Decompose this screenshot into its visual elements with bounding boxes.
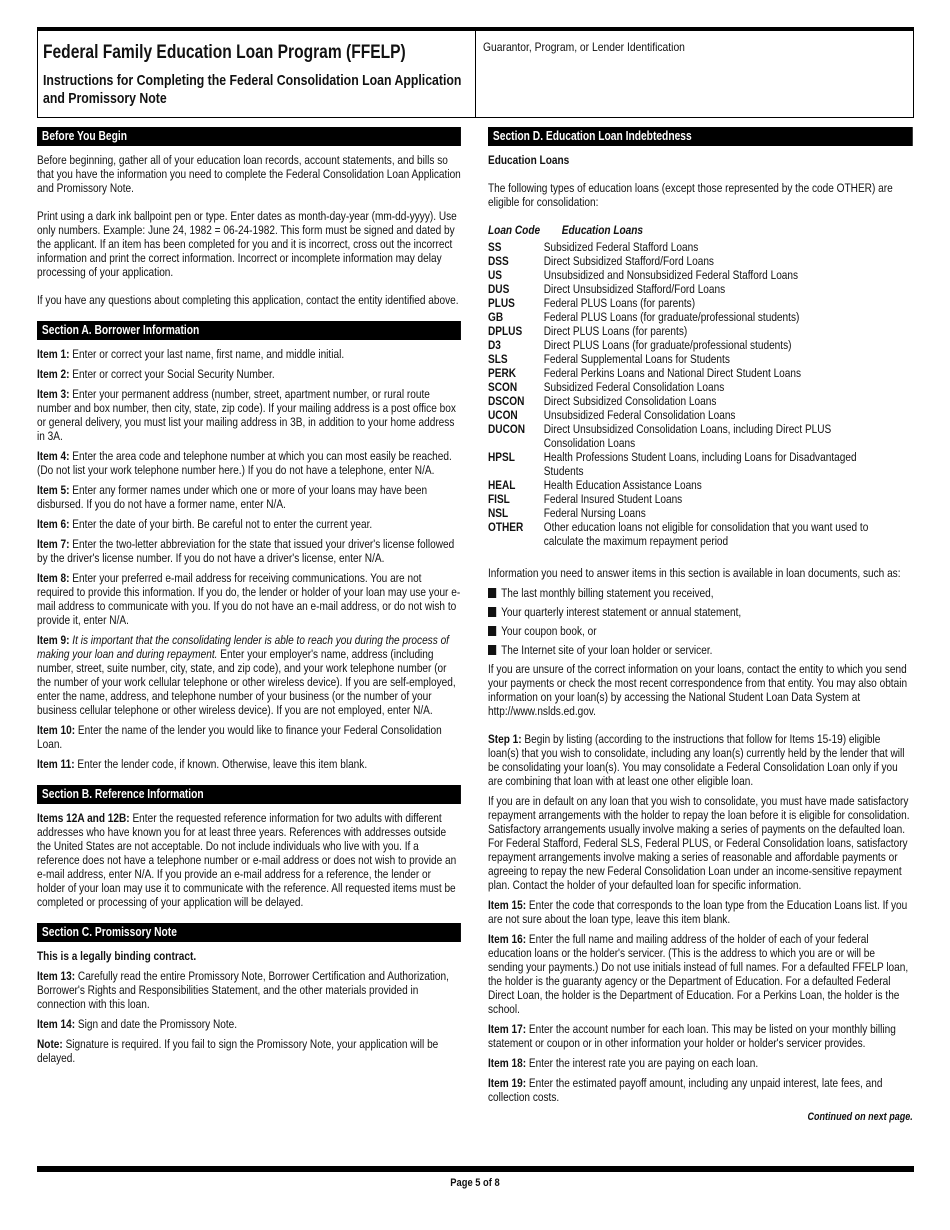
loan-code: SCON [488, 380, 518, 394]
loan-table-header [488, 223, 913, 237]
list-item [488, 586, 913, 600]
paragraph-text: Begin by listing (according to the instructions that follow for Items 15-19) eligible loan(s) that you wish to consolidate, including any loan(s) currently held by the lender that will be consolidating your loan(s). You may consolidate a Federal Consolidation Loan only if you are combining that loan with at least one other eligible loan. [488, 732, 905, 788]
paragraph [488, 794, 913, 892]
paragraph [37, 387, 461, 443]
loan-code: DUCON [488, 422, 525, 436]
paragraph [37, 449, 461, 477]
square-bullet-icon [488, 626, 496, 636]
info-intro: Information you need to answer items in this section is available in loan documents, such as: [488, 566, 901, 580]
loan-code: DSS [488, 254, 509, 268]
paragraph [37, 723, 461, 751]
item-label: Item 18: [488, 1056, 529, 1070]
item-label: Item 8: [37, 571, 73, 585]
loan-description: Health Professions Student Loans, including Loans for Disadvantaged Students [543, 450, 857, 478]
paragraph [37, 537, 461, 565]
paragraph-text: Enter the account number for each loan. This may be listed on your monthly billing statement or coupon or in other information your holder or holder's servicer provides. [488, 1022, 896, 1050]
loan-code: OTHER [488, 520, 524, 534]
item-label: Item 3: [37, 387, 73, 401]
loan-row [488, 240, 913, 254]
paragraph [37, 153, 461, 195]
paragraph [37, 757, 461, 771]
header-box [37, 30, 914, 118]
paragraph-text: It is important that the consolidating lender is able to reach you during the process of making your loan and during repayment. [37, 633, 449, 661]
guarantor-identification-label: Guarantor, Program, or Lender Identification [483, 40, 685, 54]
paragraph-text: Signature is required. If you fail to sign the Promissory Note, your application will be delayed. [37, 1037, 439, 1065]
item-label: Item 1: [37, 347, 73, 361]
loan-description: Federal Insured Student Loans [543, 492, 683, 506]
loan-code: HEAL [488, 478, 516, 492]
paragraph [37, 571, 461, 627]
item-label: Item 7: [37, 537, 73, 551]
document-subtitle: Instructions for Completing the Federal Consolidation Loan Application and Promissory Note [43, 72, 462, 107]
loan-code: SS [488, 240, 502, 254]
loan-description: Unsubsidized Federal Consolidation Loans [543, 408, 736, 422]
paragraph-text: Carefully read the entire Promissory Note, Borrower Certification and Authorization, Borrower's Rights and Responsibilities Statement, and the other materials provided in connection with this loan. [37, 969, 449, 1011]
paragraph [37, 633, 461, 717]
paragraph [37, 517, 461, 531]
paragraph [488, 932, 913, 1016]
section-heading: Section D. Education Loan Indebtedness [488, 127, 913, 146]
item-label: Item 4: [37, 449, 73, 463]
loan-description: Federal Nursing Loans [543, 506, 646, 520]
paragraph [488, 732, 913, 788]
loan-code: GB [488, 310, 504, 324]
document-list [488, 586, 913, 657]
paragraph-text: If you are in default on any loan that you wish to consolidate, you must have made satisfactory repayment arrangements with the holder to repay the loan before it is eligible for consolidation. Satisfactory arrangements usually involve making a series of payments on the defaulted loan. For Federal Stafford, Federal SLS, Federal PLUS, or Federal Consolidation loans, satisfactory repayment arrangements involve making a series of reasonable and affordable payments or agreeing to repay the new Federal Consolidation Loan under an income-sensitive repayment plan. Contact the holder of your defaulted loan for specific information. [488, 794, 910, 892]
paragraph-text: Enter the date of your birth. Be careful not to enter the current year. [72, 517, 373, 531]
paragraph-text: Enter the name of the lender you would like to finance your Federal Consolidation Loan. [37, 723, 442, 751]
loan-row [488, 338, 913, 352]
loan-row [488, 380, 913, 394]
loan-row [488, 478, 913, 492]
loan-description: Federal Supplemental Loans for Students [543, 352, 730, 366]
paragraph-text: Enter the two-letter abbreviation for the state that issued your driver's license followed by the driver's license number. If you do not have a driver's license, enter N/A. [37, 537, 455, 565]
continued-note: Continued on next page. [807, 1111, 913, 1123]
list-item-text: Your coupon book, or [501, 624, 597, 638]
paragraph-text: Enter the area code and telephone number at which you can most easily be reached. (Do not list your work telephone number here.) If you do not have a telephone, enter N/A. [37, 449, 452, 477]
item-label: Note: [37, 1037, 66, 1051]
item-label: Item 15: [488, 898, 529, 912]
paragraph-text: Enter the lender code, if known. Otherwise, leave this item blank. [77, 757, 368, 771]
loan-row [488, 422, 913, 450]
loan-row [488, 366, 913, 380]
loan-code: FISL [488, 492, 510, 506]
square-bullet-icon [488, 645, 496, 655]
item-label: Item 11: [37, 757, 78, 771]
loan-description: Direct Subsidized Consolidation Loans [543, 394, 717, 408]
loan-code: DPLUS [488, 324, 523, 338]
list-item [488, 605, 913, 619]
loan-code-header: Loan Code [488, 223, 541, 237]
loan-code: HPSL [488, 450, 515, 464]
paragraph [488, 1056, 913, 1070]
list-item [488, 624, 913, 638]
paragraph [488, 898, 913, 926]
item-label: Item 9: [37, 633, 73, 647]
loan-row [488, 310, 913, 324]
paragraph [488, 662, 913, 718]
left-column [37, 127, 461, 1071]
item-label: Item 6: [37, 517, 73, 531]
loan-description: Direct Unsubsidized Consolidation Loans, including Direct PLUS Consolidation Loans [543, 422, 832, 450]
item-label: Items 12A and 12B: [37, 811, 133, 825]
loan-description: Federal Perkins Loans and National Direct Student Loans [543, 366, 802, 380]
paragraph [37, 969, 461, 1011]
item-label: Step 1: [488, 732, 525, 746]
loan-code: D3 [488, 338, 501, 352]
loan-description: Unsubsidized and Nonsubsidized Federal Stafford Loans [543, 268, 799, 282]
loan-code: PLUS [488, 296, 515, 310]
loan-row [488, 408, 913, 422]
education-loans-label: Education Loans [488, 153, 570, 167]
loan-code: NSL [488, 506, 509, 520]
loan-description: Other education loans not eligible for consolidation that you want used to calculate the maximum repayment period [543, 520, 869, 548]
square-bullet-icon [488, 588, 496, 598]
paragraph [37, 949, 461, 963]
paragraph-text: Enter or correct your last name, first name, and middle initial. [72, 347, 345, 361]
loan-description: Direct Subsidized Stafford/Ford Loans [543, 254, 714, 268]
paragraph [488, 1076, 913, 1104]
loan-description: Federal PLUS Loans (for graduate/professional students) [543, 310, 800, 324]
loan-code: PERK [488, 366, 517, 380]
paragraph-text: Sign and date the Promissory Note. [77, 1017, 238, 1031]
section-heading: Section A. Borrower Information [37, 321, 461, 340]
loan-description: Health Education Assistance Loans [543, 478, 702, 492]
loan-description: Subsidized Federal Consolidation Loans [543, 380, 725, 394]
footer-rule [37, 1166, 914, 1172]
paragraph [37, 483, 461, 511]
loan-code-table [488, 240, 913, 548]
paragraph [37, 293, 461, 307]
loan-row [488, 324, 913, 338]
item-label: This is a legally binding contract. [37, 949, 197, 963]
loan-row [488, 506, 913, 520]
item-label: Item 10: [37, 723, 78, 737]
paragraph-text: Enter your employer's name, address (including number, street, suite number, city, state, and zip code), and your work telephone number (or the number of your work cellular telephone or other wireless device). If you are self-employed, enter the name, address, and telephone number of your business (or the number of your business cellular telephone or other wireless device). If you are not employed, enter N/A. [37, 647, 456, 717]
header-title-cell [38, 30, 476, 117]
list-item-text: The last monthly billing statement you received, [501, 586, 714, 600]
loan-row [488, 492, 913, 506]
paragraph-text: Enter the estimated payoff amount, including any unpaid interest, late fees, and collection costs. [488, 1076, 883, 1104]
loan-row [488, 282, 913, 296]
item-label: Item 5: [37, 483, 73, 497]
paragraph-text: If you are unsure of the correct information on your loans, contact the entity to which you send your payments or check the most recent correspondence from that entity. You may also obtain information on your loan(s) by accessing the National Student Loan Data System at http://www.nslds.ed.gov. [488, 662, 908, 718]
item-label: Item 2: [37, 367, 73, 381]
loan-description: Direct PLUS Loans (for parents) [543, 324, 688, 338]
loan-row [488, 520, 913, 548]
document-title: Federal Family Education Loan Program (FFELP) [43, 42, 406, 63]
paragraph-text: Enter the full name and mailing address of the holder of each of your federal education loans or the holder's servicer. (This is the address to which you are or will be sending your payments.) Do not use initials instead of full names. For a defaulted FFELP loan, the holder is the guaranty agency or the Department of Education. For a defaulted Federal Direct Loan, the holder is the Department of Education. For a Perkins Loan, the holder is the school. [488, 932, 909, 1016]
paragraph [488, 1022, 913, 1050]
page-number: Page 5 of 8 [450, 1177, 500, 1189]
paragraph [37, 1017, 461, 1031]
item-label: Item 14: [37, 1017, 78, 1031]
paragraph [37, 209, 461, 279]
paragraph-text: Before beginning, gather all of your education loan records, account statements, and bills so that you have the information you need to complete the Federal Consolidation Loan Application and Promissory Note. [37, 153, 461, 195]
loan-description: Direct PLUS Loans (for graduate/professional students) [543, 338, 792, 352]
loan-code: US [488, 268, 503, 282]
paragraph [37, 347, 461, 361]
list-item [488, 643, 913, 657]
right-column [488, 127, 913, 1124]
loan-code: DUS [488, 282, 510, 296]
list-item-text: Your quarterly interest statement or annual statement, [501, 605, 742, 619]
paragraph [37, 367, 461, 381]
section-heading: Section B. Reference Information [37, 785, 461, 804]
paragraph-text: Print using a dark ink ballpoint pen or type. Enter dates as month-day-year (mm-dd-yyyy). Use only numbers. Example: June 24, 1982 = 06-24-1982. This form must be signed and dated by the applicant. If an item has been completed for you and it is incorrect, cross out the incorrect information and print the correct information. Incorrect or incomplete information may delay processing of your application. [37, 209, 457, 279]
item-label: Item 17: [488, 1022, 529, 1036]
loan-row [488, 268, 913, 282]
paragraph [37, 1037, 461, 1065]
item-label: Item 13: [37, 969, 78, 983]
square-bullet-icon [488, 607, 496, 617]
section-heading: Before You Begin [37, 127, 461, 146]
loan-row [488, 450, 913, 478]
eligibility-intro: The following types of education loans (except those represented by the code OTHER) are eligible for consolidation: [488, 181, 893, 209]
list-item-text: The Internet site of your loan holder or servicer. [501, 643, 713, 657]
loan-row [488, 254, 913, 268]
paragraph-text: Enter your permanent address (number, street, apartment number, or rural route number and box number, then city, state, zip code). If your mailing address is a post office box or general delivery, you must list your mailing address in 3B, in addition to your home address in 3A. [37, 387, 456, 443]
item-label: Item 16: [488, 932, 529, 946]
paragraph [37, 811, 461, 909]
paragraph-text: Enter the code that corresponds to the loan type from the Education Loans list. If you are not sure about the loan type, leave this item blank. [488, 898, 908, 926]
item-label: Item 19: [488, 1076, 529, 1090]
loan-code: UCON [488, 408, 518, 422]
loan-description: Federal PLUS Loans (for parents) [543, 296, 696, 310]
loan-description: Subsidized Federal Stafford Loans [543, 240, 699, 254]
loan-row [488, 296, 913, 310]
loan-description: Direct Unsubsidized Stafford/Ford Loans [543, 282, 726, 296]
education-loans-header: Education Loans [561, 223, 644, 237]
paragraph-text: Enter your preferred e-mail address for receiving communications. You are not required to provide this information. If you do, the lender or holder of your loan may use your e-mail address to communicate with you. If you do not have an e-mail address, or do not wish to provide it, enter N/A. [37, 571, 461, 627]
paragraph-text: Enter any former names under which one or more of your loans may have been disbursed. If you do not have a former name, enter N/A. [37, 483, 428, 511]
loan-row [488, 352, 913, 366]
paragraph-text: Enter the requested reference information for two adults with different addresses who have known you for at least three years. References with addresses outside the United States are not acceptable. Do not include individuals who live with you. If a reference does not have a telephone number or e-mail address or does not wish to provide an e-mail address, enter N/A. If you provide an e-mail address for a reference, the lender or holder of your loan may use it to communicate with the reference. All requested items must be completed or processing of your application will be delayed. [37, 811, 457, 909]
section-heading: Section C. Promissory Note [37, 923, 461, 942]
paragraph-text: Enter the interest rate you are paying on each loan. [528, 1056, 759, 1070]
loan-row [488, 394, 913, 408]
paragraph-text: Enter or correct your Social Security Number. [72, 367, 275, 381]
paragraph-text: If you have any questions about completing this application, contact the entity identified above. [37, 293, 459, 307]
loan-code: DSCON [488, 394, 525, 408]
loan-code: SLS [488, 352, 508, 366]
